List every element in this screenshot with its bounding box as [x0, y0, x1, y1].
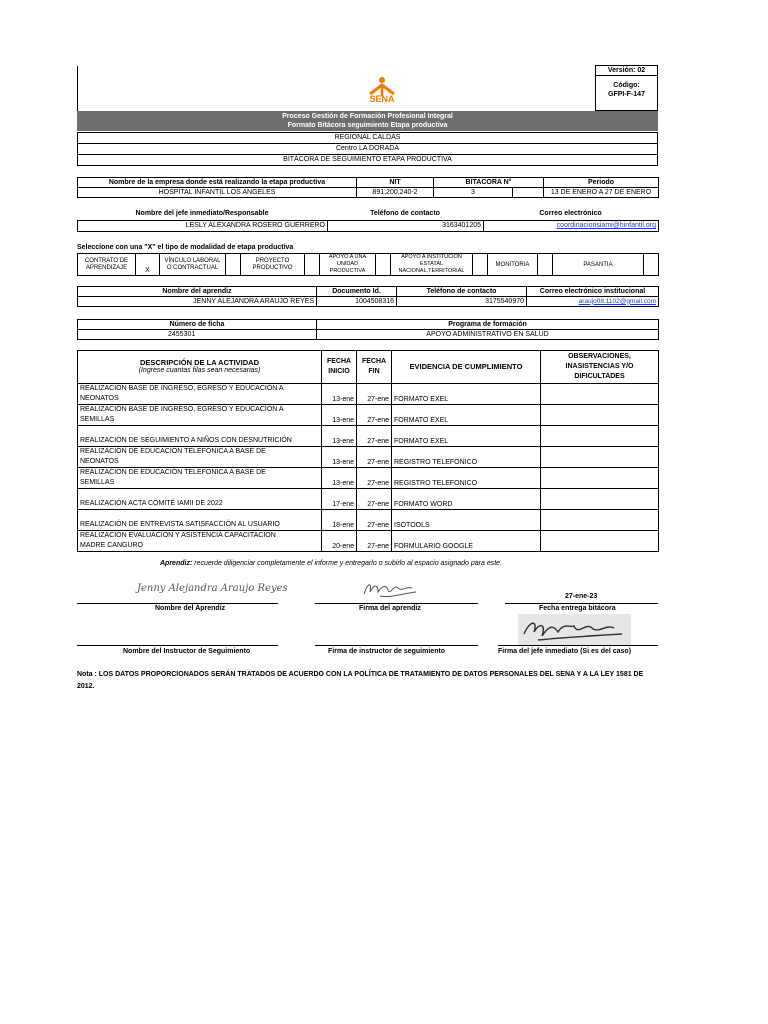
activity-desc-line2: MADRE CANGURO: [80, 542, 144, 549]
activity-evidence: FORMULARIO GOOGLE: [392, 531, 541, 552]
modality-option-mark[interactable]: [226, 254, 241, 276]
modality-option-label: VÍNCULO LABORAL O CONTRACTUAL: [160, 254, 226, 276]
nit-value: 891,200,240-2: [357, 188, 434, 198]
activity-desc-line1: REALIZACIÓN DE EDUCACIÓN TELEFONICA A BASE DE: [80, 448, 266, 455]
boss-sig-label: Firma del jefe inmediato (Si es del caso): [498, 648, 632, 655]
activity-row: [78, 468, 659, 489]
activity-desc: [78, 510, 322, 531]
sig-line-5: [315, 645, 478, 646]
apprentice-name-value: JENNY ALEJANDRA ARAUJO REYES: [78, 297, 317, 307]
activity-end: 27-ene: [357, 384, 392, 405]
bitacora-number-value: 3: [434, 188, 513, 198]
activity-evidence: FORMATO WORD: [392, 489, 541, 510]
sena-logo: [360, 76, 404, 106]
regional-cell: REGIONAL CALDAS: [78, 133, 658, 144]
periodo-value: 13 DE ENERO A 27 DE ENERO: [544, 188, 659, 198]
bitacora-title-cell: BITÁCORA DE SEGUIMIENTO ETAPA PRODUCTIVA: [78, 155, 658, 166]
footer-note: Nota : LOS DATOS PROPORCIONADOS SERÁN TRATADOS DE ACUERDO CON LA POLÍTICA DE TRATAMIENTO DE DATOS PERSONALES DEL SENA Y A LA LEY 1581 DE 2012.: [77, 671, 644, 690]
program-label: Programa de formación: [317, 320, 659, 330]
activity-end: 27-ene: [357, 489, 392, 510]
activity-end: 27-ene: [357, 447, 392, 468]
activity-obs: [541, 489, 659, 510]
col-start-header: FECHA INICIO: [322, 351, 357, 384]
activity-evidence: FORMATO EXEL: [392, 426, 541, 447]
activity-desc-line2: NEONATOS: [80, 395, 119, 402]
modality-option-mark[interactable]: [473, 254, 488, 276]
centro-cell: Centro LA DORADA: [78, 144, 658, 155]
activities-table: [77, 350, 659, 552]
activity-start: 18-ene: [322, 510, 357, 531]
boss-table: [77, 209, 658, 219]
boss-email-link[interactable]: coordinacionsiami@hinfantil.org: [484, 221, 659, 232]
periodo-label: Periodo: [544, 178, 659, 188]
activity-obs: [541, 468, 659, 489]
boss-signature-image: [518, 614, 631, 646]
nit-label: NIT: [357, 178, 434, 188]
activity-desc-line2: SEMILLAS: [80, 479, 115, 486]
apprentice-sig-label: Firma del aprendiz: [359, 605, 421, 612]
company-name-value: HOSPITAL INFANTIL LOS ANGELES: [78, 188, 357, 198]
activity-desc-line2: REALIZACIÓN DE ENTREVISTA SATISFACCIÓN AL USUARIO: [80, 521, 280, 528]
activity-start: 13-ene: [322, 426, 357, 447]
sig-line-4: [77, 645, 278, 646]
blank-cell: [513, 188, 544, 198]
apprentice-table: [77, 286, 659, 307]
boss-phone-value: 3163401205: [328, 221, 484, 232]
activity-evidence: FORMATO EXEL: [392, 384, 541, 405]
code-label: Código:: [613, 82, 640, 89]
sig-line-6: [498, 645, 658, 646]
activity-desc-line2: REALIZACIÓN DE SEGUIMIENTO A NIÑOS CON DESNUTRICIÓN: [80, 437, 292, 444]
activity-evidence: ISOTOOLS: [392, 510, 541, 531]
activity-desc-line1: REALIZACIÓN EVALUACIÓN Y ASISTENCIA CAPACITACIÓN: [80, 532, 276, 539]
activity-desc: [78, 468, 322, 489]
apprentice-name-label: Nombre del aprendiz: [78, 287, 317, 297]
aprendiz-note: [160, 559, 502, 568]
ficha-label: Número de ficha: [78, 320, 317, 330]
activity-obs: [541, 447, 659, 468]
ficha-value: 2455301: [78, 330, 317, 340]
activity-rows: [78, 384, 659, 552]
boss-email-label: Correo electrónico: [539, 210, 602, 217]
activity-desc-line2: SEMILLAS: [80, 416, 115, 423]
activity-end: 27-ene: [357, 510, 392, 531]
boss-phone-label: Teléfono de contacto: [370, 210, 440, 217]
activity-desc-line1: REALIZACIÓN DE EDUCACIÓN TELEFONICA A BASE DE: [80, 469, 266, 476]
modality-option-label: PASANTIA: [553, 254, 644, 276]
col-evidence-header: EVIDENCIA DE CUMPLIMIENTO: [392, 351, 541, 384]
activity-end: 27-ene: [357, 426, 392, 447]
activity-end: 27-ene: [357, 531, 392, 552]
activity-desc-line1: [80, 426, 319, 436]
modality-table: [77, 253, 659, 276]
boss-name-value: LESLY ALEXANDRA ROSERO GUERRERO: [78, 221, 328, 232]
activity-evidence: REGISTRO TELEFONICO: [392, 447, 541, 468]
activity-row: [78, 447, 659, 468]
apprentice-signature-script: Jenny Alejandra Araujo Reyes: [137, 583, 288, 594]
activity-desc: [78, 384, 322, 405]
process-banner: [77, 111, 658, 131]
activity-desc-line1: [80, 510, 319, 520]
modality-option-label: MONITORIA: [488, 254, 538, 276]
sena-logo-text: SENA: [369, 94, 395, 104]
activity-evidence: FORMATO EXEL: [392, 405, 541, 426]
apprentice-email-link[interactable]: araujo08.1102@gmail.com: [527, 297, 659, 307]
activity-start: 13-ene: [322, 447, 357, 468]
activity-desc-line1: [80, 489, 319, 499]
activity-row: [78, 531, 659, 552]
activity-obs: [541, 384, 659, 405]
modality-option-mark[interactable]: [644, 254, 659, 276]
apprentice-email-label: Correo electrónico institucional: [527, 287, 659, 297]
modality-instruction: Seleccione con una "X" el tipo de modalidad de etapa productiva: [77, 244, 294, 251]
activity-start: 17-ene: [322, 489, 357, 510]
activity-desc-line1: REALIZACIÓN BASE DE INGRESO, EGRESO Y EDUCACIÓN A: [80, 406, 284, 413]
activity-desc-line2: NEONATOS: [80, 458, 119, 465]
col-desc-header: [78, 351, 322, 384]
activity-row: [78, 489, 659, 510]
company-name-label: Nombre de la empresa donde está realizando la etapa productiva: [78, 178, 357, 188]
modality-option-label: APOYO A UNA UNIDAD PRODUCTIVA: [320, 254, 376, 276]
company-table: [77, 177, 659, 198]
activity-start: 13-ene: [322, 405, 357, 426]
activity-obs: [541, 510, 659, 531]
apprentice-name-sig-label: Nombre del Aprendiz: [155, 605, 226, 612]
boss-name-label: Nombre del jefe inmediato/Responsable: [135, 210, 269, 217]
instructor-sig-label: Firma de instructor de seguimiento: [328, 648, 446, 655]
process-title: Proceso Gestión de Formación Profesional Integral: [282, 113, 453, 120]
modality-option-mark[interactable]: [305, 254, 320, 276]
activity-desc: [78, 447, 322, 468]
activity-start: 13-ene: [322, 468, 357, 489]
version-box: [595, 65, 658, 111]
modality-option-mark[interactable]: [538, 254, 553, 276]
activity-obs: [541, 405, 659, 426]
delivery-date: 27-ene-23: [565, 593, 598, 600]
code-value: GFPI-F-147: [608, 91, 645, 98]
aprendiz-note-text: recuerde diligenciar completamente el informe y entregarlo o subirlo al espacio asignado para este.: [194, 560, 503, 567]
activity-desc: [78, 531, 322, 552]
modality-option-mark[interactable]: X: [136, 254, 160, 276]
program-table: [77, 319, 659, 340]
bitacora-number-label: BITACORA N°: [434, 178, 544, 188]
format-title: Formato Bitácora seguimiento Etapa productiva: [287, 122, 448, 129]
activity-desc-line1: REALIZACIÓN BASE DE INGRESO, EGRESO Y EDUCACIÓN A: [80, 385, 284, 392]
apprentice-signature-icon: [360, 578, 420, 605]
apprentice-phone-label: Teléfono de contacto: [397, 287, 527, 297]
activity-desc: [78, 426, 322, 447]
col-obs-header: OBSERVACIONES, INASISTENCIAS Y/O DIFICULTADES: [541, 351, 659, 384]
activity-desc-line2: REALIZACIÓN ACTA COMITÉ IAMII DE 2022: [80, 500, 223, 507]
header-left-border: [77, 66, 78, 112]
program-value: APOYO ADMINISTRATIVO EN SALUD: [317, 330, 659, 340]
activity-end: 27-ene: [357, 405, 392, 426]
header-table: [77, 132, 658, 166]
modality-option-mark[interactable]: [376, 254, 391, 276]
modality-option-label: CONTRATO DE APRENDIZAJE: [78, 254, 136, 276]
activity-row: [78, 426, 659, 447]
activity-desc: [78, 405, 322, 426]
boss-values-table: [77, 220, 659, 232]
col-desc-title: DESCRIPCIÓN DE LA ACTIVIDAD: [139, 358, 260, 367]
activity-row: [78, 510, 659, 531]
instructor-name-label: Nombre del Instructor de Seguimiento: [123, 648, 251, 655]
activity-start: 13-ene: [322, 384, 357, 405]
activity-evidence: REGISTRO TELEFONICO: [392, 468, 541, 489]
activity-end: 27-ene: [357, 468, 392, 489]
activity-row: [78, 405, 659, 426]
apprentice-doc-label: Documento Id.: [317, 287, 397, 297]
activity-obs: [541, 426, 659, 447]
modality-option-label: APOYO A INSTITUCIÓN ESTATAL NACIONAL,TERRITORIAL: [391, 254, 473, 276]
modality-option-label: PROYECTO PRODUCTIVO: [241, 254, 305, 276]
apprentice-doc-value: 1004508316: [317, 297, 397, 307]
activity-row: [78, 384, 659, 405]
col-end-header: FECHA FIN: [357, 351, 392, 384]
activity-obs: [541, 531, 659, 552]
activity-desc: [78, 489, 322, 510]
aprendiz-note-label: Aprendiz:: [160, 560, 193, 567]
version-text: Versión: 02: [596, 66, 657, 76]
delivery-label: Fecha entrega bitácora: [539, 605, 616, 612]
col-desc-subtitle: (Ingrese cuantas filas sean necesarias): [138, 367, 261, 374]
apprentice-phone-value: 3175540970: [397, 297, 527, 307]
activity-start: 20-ene: [322, 531, 357, 552]
